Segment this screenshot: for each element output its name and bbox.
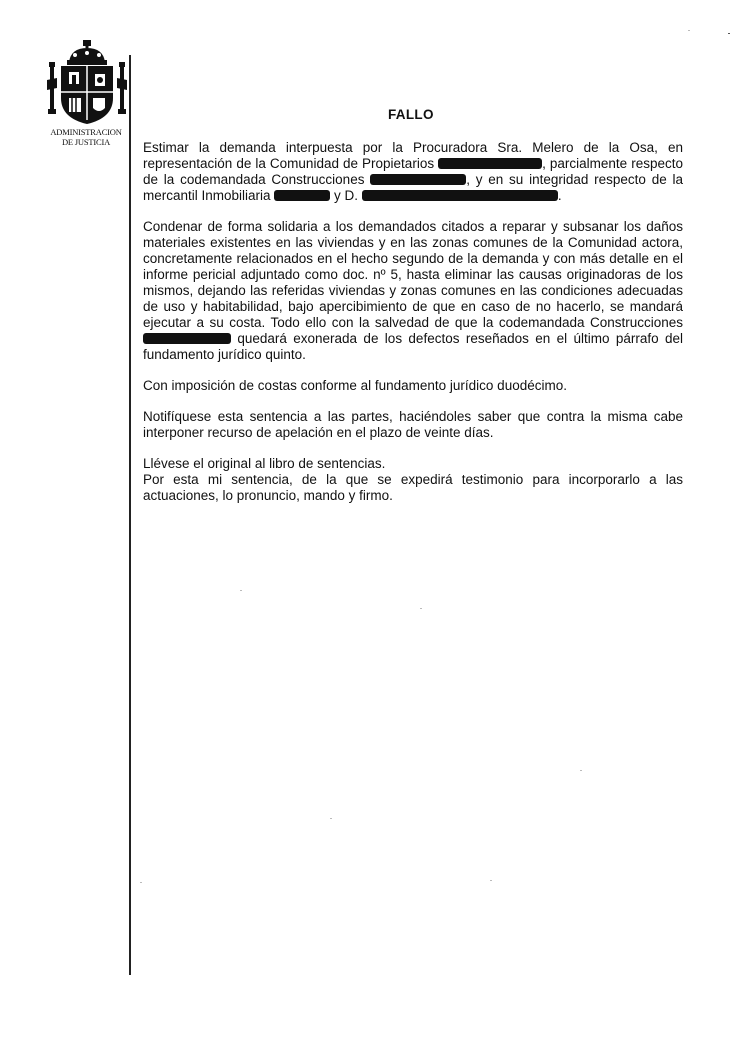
- document-body: [143, 140, 683, 519]
- redaction-block: [274, 190, 330, 201]
- p2-text-a: Condenar de forma solidaria a los demandados citados a reparar y subsanar los daños materiales existentes en las viviendas y en las zonas comunes de la Comunidad actora, concretamente relacionados en el hecho segundo de la demanda y con más detalle en el informe pericial adjuntado como doc. nº 5, hasta eliminar las causas originadoras de los mismos, dejando las referidas viviendas y zonas comunes en las condiciones adecuadas de uso y habitabilidad, bajo apercibimiento de que en caso de no hacerlo, se mandará ejecutar a su costa. Todo ello con la salvedad de que la codemandada Construcciones: [143, 219, 683, 330]
- page-title: FALLO: [388, 107, 434, 122]
- redaction-block: [438, 158, 542, 169]
- p1-text-e: .: [557, 188, 562, 203]
- organization-line-2: DE JUSTICIA: [61, 137, 111, 147]
- p2-text-b: quedará exonerada de los defectos reseñados en el último párrafo del fundamento jurídico quinto.: [143, 331, 683, 362]
- organization-name: [44, 127, 128, 147]
- p1-text-a: Estimar la demanda interpuesta por la Procuradora Sra. Melero de la Osa, en representación de la Comunidad de Propietarios: [143, 140, 683, 171]
- organization-line-1: ADMINISTRACION: [50, 127, 122, 137]
- redaction-block: [143, 333, 231, 344]
- margin-rule: [129, 55, 131, 975]
- paragraph-notifiquese: Notifíquese esta sentencia a las partes, haciéndoles saber que contra la misma cabe interponer recurso de apelación en el plazo de veinte días.: [143, 409, 683, 440]
- paragraph-costas: Con imposición de costas conforme al fundamento jurídico duodécimo.: [143, 378, 567, 393]
- ministry-emblem: [44, 40, 134, 124]
- paragraph-firma: Por esta mi sentencia, de la que se expedirá testimonio para incorporarlo a las actuaciones, lo pronuncio, mando y firmo.: [143, 472, 683, 503]
- paragraph-estimar: [143, 140, 683, 204]
- p1-text-d: y D.: [330, 188, 362, 203]
- p1-text-b: , parcialmente respecto de la codemandada Construcciones: [143, 156, 683, 187]
- coat-of-arms-icon: [47, 40, 127, 124]
- paragraph-condenar: [143, 219, 683, 363]
- paragraph-llevese: Llévese el original al libro de sentencias.: [143, 456, 386, 471]
- redaction-block: [370, 174, 466, 185]
- redaction-block: [362, 190, 558, 201]
- p1-text-c: , y en su integridad respecto de la mercantil Inmobiliaria: [143, 172, 683, 203]
